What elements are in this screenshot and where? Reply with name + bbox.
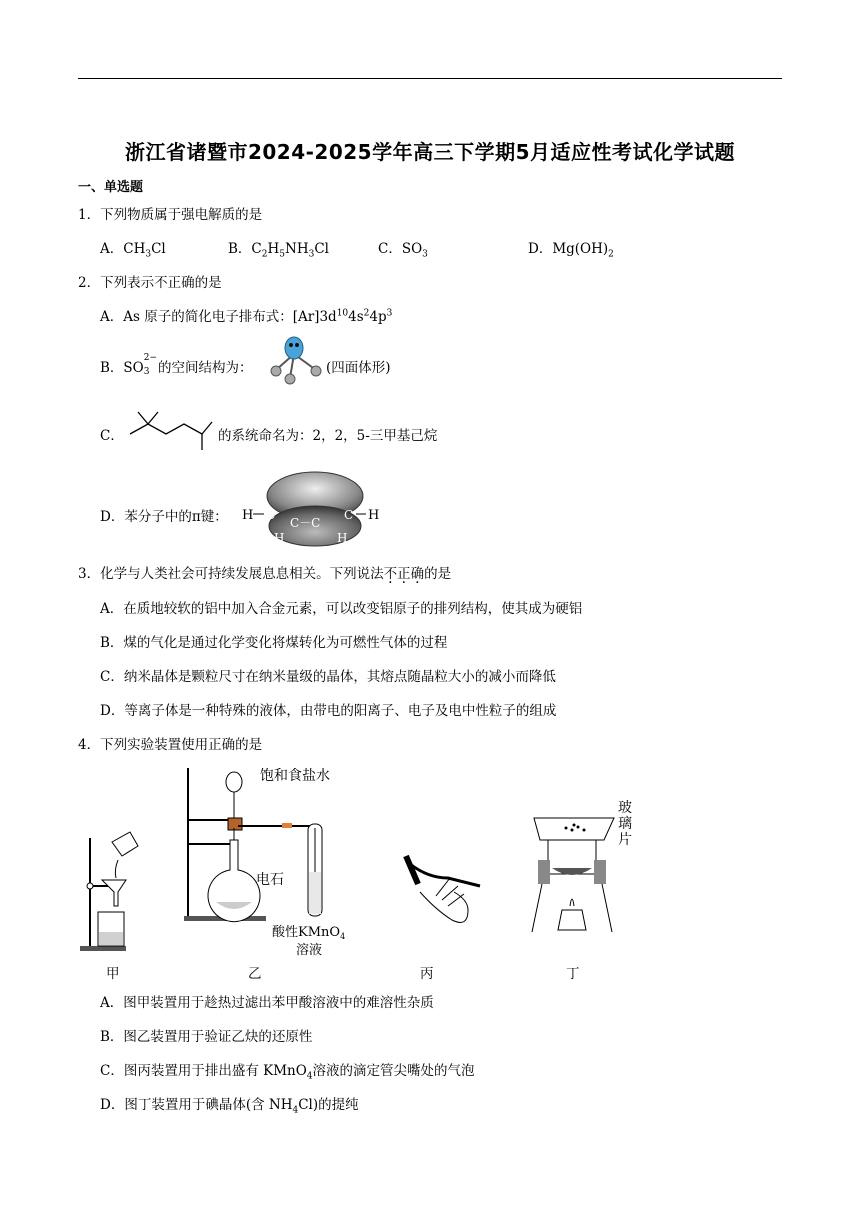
apparatus-yi — [184, 768, 322, 922]
label-brine: 饱和食盐水 — [260, 768, 330, 784]
label-glass-2: 璃 — [618, 816, 632, 832]
q2-option-b-shape: (四面体形) — [326, 360, 391, 376]
benzene-pi-bond-image — [240, 470, 390, 550]
svg-text:H: H — [368, 508, 380, 523]
question-1-stem: 1．下列物质属于强电解质的是 — [78, 207, 263, 223]
sulfite-structure-image — [266, 334, 324, 386]
header-rule — [78, 78, 782, 79]
q4-option-b: B．图乙装置用于验证乙炔的还原性 — [100, 1029, 313, 1045]
q4-option-a: A．图甲装置用于趁热过滤出苯甲酸溶液中的难溶性杂质 — [100, 995, 434, 1011]
apparatus-ding — [532, 818, 614, 932]
q3-option-b: B．煤的气化是通过化学变化将煤转化为可燃性气体的过程 — [100, 635, 448, 651]
q1-option-a: A．$CH_3Cl$ — [100, 241, 166, 260]
q2-option-c-text: 的系统命名为：2，2，5-三甲基己烷 — [218, 428, 438, 444]
svg-text:C: C — [266, 508, 276, 522]
q4-option-d: D．图丁装置用于碘晶体(含 $NH_4Cl$)的提纯 — [100, 1097, 359, 1116]
q4-option-c: C．图丙装置用于排出盛有 KMnO$_4$溶液的滴定管尖嘴处的气泡 — [100, 1063, 475, 1082]
svg-text:C: C — [344, 508, 354, 522]
q2-option-a: A．As 原子的简化电子排布式：$[Ar]3d^{10}4s^24p^3$ — [100, 308, 393, 325]
q3-option-c: C．纳米晶体是颗粒尺寸在纳米量级的晶体，其熔点随晶粒大小的减小而降低 — [100, 669, 556, 685]
figure-label-bing: 丙 — [420, 966, 434, 982]
apparatus-jia — [80, 832, 138, 951]
label-glass-3: 片 — [618, 832, 632, 848]
q2-option-d-prefix: D．苯分子中的π键： — [100, 509, 228, 525]
figure-label-jia: 甲 — [106, 966, 120, 982]
apparatus-figure — [76, 760, 636, 980]
skeletal-formula-image — [126, 408, 216, 454]
section-heading: 一、单选题 — [78, 180, 144, 195]
q1-option-b: B．$C_2H_5NH_3Cl$ — [228, 241, 329, 260]
q3-option-d: D．等离子体是一种特殊的液体，由带电的阳离子、电子及电中性粒子的组成 — [100, 703, 557, 719]
label-solution: 溶液 — [296, 943, 323, 958]
apparatus-bing — [406, 856, 480, 922]
label-carbide: 电石 — [256, 872, 284, 888]
question-4-stem: 4．下列实验装置使用正确的是 — [78, 737, 263, 753]
question-3-stem: 3．化学与人类社会可持续发展息息相关。下列说法不正确的是 — [78, 566, 452, 582]
q1-option-d: D．$Mg(OH)_2$ — [528, 241, 614, 260]
q1-option-c: C．$SO_3$ — [378, 241, 428, 260]
label-glass-1: 玻 — [618, 800, 632, 816]
question-2-stem: 2．下列表示不正确的是 — [78, 275, 222, 291]
benzene-h-left: H — [242, 508, 254, 523]
svg-text:H: H — [337, 531, 348, 545]
page-title: 浙江省诸暨市2024-2025学年高三下学期5月适应性考试化学试题 — [124, 140, 736, 164]
figure-label-ding: 丁 — [566, 966, 580, 982]
q3-option-a: A．在质地较软的铝中加入合金元素，可以改变铝原子的排列结构，使其成为硬铝 — [100, 601, 583, 617]
figure-label-yi: 乙 — [248, 966, 262, 982]
svg-text:H: H — [274, 531, 285, 545]
q2-option-c-prefix: C． — [100, 428, 124, 444]
label-kmno4: 酸性KMnO$_4$ — [272, 925, 346, 941]
q2-option-b: B．SO 2− 3 的空间结构为： — [100, 353, 253, 377]
svg-text:C－C: C－C — [290, 516, 321, 530]
